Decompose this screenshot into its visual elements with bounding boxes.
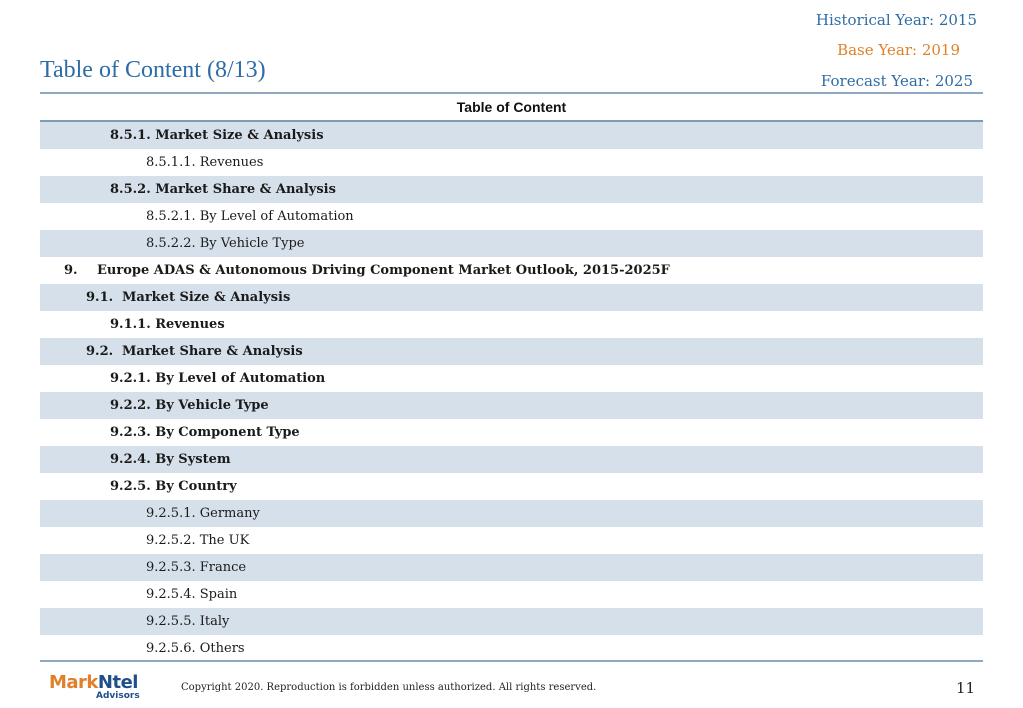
toc-row-number: 9.2.: [86, 344, 114, 359]
toc-row-text: 9.2.5.6. Others: [146, 641, 245, 656]
toc-row-text: 9.2.4. By System: [110, 452, 231, 467]
toc-row: [40, 527, 983, 554]
toc-row-text: Europe ADAS & Autonomous Driving Component Market Outlook, 2015-2025F: [97, 263, 670, 278]
toc-row: [40, 230, 983, 257]
logo-mark-text: Mark: [49, 672, 98, 693]
logo-wordmark: [49, 672, 138, 693]
toc-row-text: Market Size & Analysis: [122, 290, 291, 305]
toc-row-text: 9.2.1. By Level of Automation: [110, 371, 326, 386]
toc-bottom-divider: [40, 660, 983, 662]
copyright-notice: Copyright 2020. Reproduction is forbidden unless authorized. All rights reserved.: [181, 682, 597, 693]
toc-row-text: 9.2.3. By Component Type: [110, 425, 300, 440]
toc-heading: Table of Content: [40, 95, 983, 122]
toc-row-text: 8.5.1.1. Revenues: [146, 155, 264, 170]
toc-row: [40, 311, 983, 338]
toc-row: [40, 554, 983, 581]
toc-row-text: 8.5.2.2. By Vehicle Type: [146, 236, 305, 251]
toc-row: [40, 149, 983, 176]
toc-row: [40, 284, 983, 311]
toc-row-text: 9.2.5. By Country: [110, 479, 237, 494]
toc-row-text: 9.2.5.3. France: [146, 560, 247, 575]
toc-row-text: 9.1.1. Revenues: [110, 317, 225, 332]
toc-row-text: 9.2.5.1. Germany: [146, 506, 260, 521]
base-year: Base Year: 2019: [837, 41, 960, 59]
toc-row: [40, 419, 983, 446]
toc-row: [40, 365, 983, 392]
toc-row: [40, 176, 983, 203]
toc-row-number: 9.: [64, 263, 78, 278]
toc-row: [40, 473, 983, 500]
toc-row-text: Market Share & Analysis: [122, 344, 303, 359]
logo-ntel-text: Ntel: [97, 672, 138, 693]
toc-row: [40, 257, 983, 284]
page-title: Table of Content (8/13): [40, 57, 266, 83]
toc-row: [40, 635, 983, 662]
toc-row: [40, 338, 983, 365]
title-divider: [40, 92, 983, 94]
toc-row: [40, 392, 983, 419]
marknetel-logo: [49, 672, 140, 701]
logo-subtitle: Advisors: [96, 691, 140, 701]
toc-row: [40, 500, 983, 527]
forecast-year: Forecast Year: 2025: [820, 72, 973, 90]
table-of-content: [40, 95, 983, 662]
toc-row: [40, 608, 983, 635]
toc-row: [40, 203, 983, 230]
page-number: 11: [956, 679, 976, 697]
toc-row-text: 8.5.2. Market Share & Analysis: [110, 182, 336, 197]
toc-row: [40, 446, 983, 473]
toc-row-number: 9.1.: [86, 290, 114, 305]
toc-row: [40, 122, 983, 149]
toc-row-text: 9.2.5.2. The UK: [146, 533, 250, 548]
toc-row-text: 9.2.2. By Vehicle Type: [110, 398, 269, 413]
toc-row-text: 8.5.1. Market Size & Analysis: [110, 128, 324, 143]
toc-rows: [40, 122, 983, 662]
toc-row: [40, 581, 983, 608]
toc-row-text: 9.2.5.5. Italy: [146, 614, 230, 629]
toc-row-text: 9.2.5.4. Spain: [146, 587, 238, 602]
toc-row-text: 8.5.2.1. By Level of Automation: [146, 209, 354, 224]
historical-year: Historical Year: 2015: [815, 11, 977, 29]
